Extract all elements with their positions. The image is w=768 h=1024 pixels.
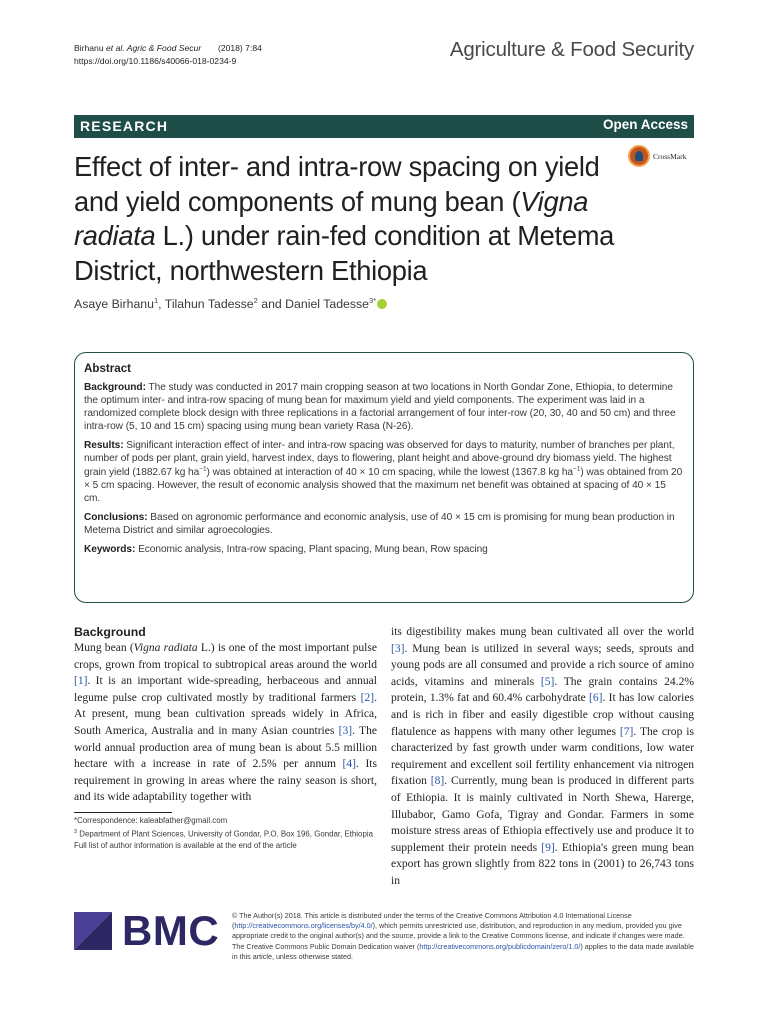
author-affiliation-sup: 1 <box>153 296 159 305</box>
abstract-background-text: The study was conducted in 2017 main cropping season at two locations in North Gondar Zone, Ethiopia, to determine the optimum inter- and intra-row spacing of mung bean for maximum yield and yield components. The experiment was laid in a randomized complete block design with three replications in a factorial arrangement of four inter-row (20, 30, 40 and 50 cm) and three intra-row (5, 10 and 15 cm) spacing using mung bean variety Rasa (N-26). <box>84 382 676 433</box>
body-column-left <box>74 624 377 806</box>
abstract-conclusions <box>84 511 683 537</box>
license-link[interactable]: http://creativecommons.org/publicdomain/zero/1.0/ <box>419 941 581 951</box>
bmc-logo-icon <box>74 912 112 950</box>
body-text: . At present, mung bean cultivation spreads widely in Africa, South America, Australia and in many Asian countries <box>74 691 377 737</box>
body-text: . Its requirement in growing in areas where the rainy season is short, and its wide adaptability together with <box>74 758 377 804</box>
cite-journal: et al. Agric & Food Secur <box>106 43 202 53</box>
doi-link[interactable]: https://doi.org/10.1186/s40066-018-0234-9 <box>74 56 237 66</box>
crossmark-icon <box>628 145 650 167</box>
crossmark-badge[interactable] <box>628 145 686 167</box>
citation-link[interactable]: [6] <box>589 692 603 705</box>
affiliation-line <box>74 827 374 840</box>
license-link[interactable]: http://creativecommons.org/licenses/by/4.0/ <box>234 921 373 931</box>
keywords-label: Keywords: <box>84 544 136 556</box>
journal-name: Agriculture & Food Security <box>449 38 694 61</box>
title-part-1: Effect of inter- and intra-row spacing on yield and yield components of mung bean ( <box>74 151 600 217</box>
citation-link[interactable]: [2] <box>360 691 375 704</box>
abstract-conclusions-label: Conclusions: <box>84 511 148 523</box>
title-species: Vigna radiata <box>74 185 589 251</box>
abstract-box <box>74 352 694 603</box>
unit-superscript: −1 <box>573 465 581 473</box>
citation-link[interactable]: [1] <box>74 675 88 688</box>
abstract-conclusions-text: Based on agronomic performance and economic analysis, use of 40 × 15 cm is promising for mung bean production in Metema District and similar agroecologies. <box>84 511 675 536</box>
article-type-rule <box>74 137 694 138</box>
license-text: © The Author(s) 2018. This article is distributed under the terms of the Creative Commons Attribution 4.0 International License ( <box>232 911 632 931</box>
abstract-results <box>84 439 683 504</box>
abstract-results-text: Significant interaction effect of inter- and intra-row spacing was observed for days to maturity, number of branches per plant, number of pods per plant, grain yield, harvest index, days to flowering, plant height and above-ground dry biomass yield. The highest grain yield (1882.67 kg ha <box>84 440 675 478</box>
body-text: . Currently, mung bean is produced in different parts of Ethiopia. It is mainly cultivated in North Shewa, Harerge, Illubabor, Gamo Gofa, Tigray and Gondar. Farmers in some moisture stress areas of Ethiopia effectively use and produce it to supplement their protein needs <box>391 775 694 854</box>
abstract-results-text: ) was obtained at interaction of 40 × 10 cm spacing, while the lowest (1367.8 kg ha <box>206 466 574 478</box>
affiliation-text: Department of Plant Sciences, University of Gondar, P.O. Box 196, Gondar, Ethiopia <box>77 829 373 839</box>
citation-link[interactable]: [3] <box>391 642 405 655</box>
body-text: . It has low calories and is rich in fiber and easily digestible crop without causing flatulence as happens with many other legumes <box>391 692 694 738</box>
species-name: Vigna radiata <box>133 642 198 654</box>
body-paragraph <box>391 624 694 890</box>
section-heading: Background <box>74 625 146 639</box>
citation-link[interactable]: [5] <box>540 675 555 688</box>
open-access-label: Open Access <box>602 117 688 132</box>
crossmark-label: CrossMark <box>653 151 687 161</box>
body-text: . It is an important wide-spreading, herbaceous and annual legume pulse crop cultivated mostly by traditional farmers <box>74 675 377 704</box>
publisher-logo <box>74 907 220 954</box>
author-affiliation-sup: 2 <box>253 296 258 305</box>
footnote-divider <box>74 812 172 813</box>
license-text: ), which permits unrestricted use, distribution, and reproduction in any medium, provided you give appropriate credit to the original author(s) and the source, provide a link to the Creative Commons license, and indicate if changes were made. The Creative Commons Public Domain Dedication waiver ( <box>232 921 685 951</box>
license-statement <box>232 911 694 962</box>
article-type-label: RESEARCH <box>80 118 169 134</box>
abstract-background-label: Background: <box>84 382 146 393</box>
body-text: Mung bean ( <box>74 642 134 654</box>
cite-author: Birhanu <box>74 43 107 53</box>
author-info-note: Full list of author information is available at the end of the article <box>74 841 297 851</box>
body-text: its digestibility makes mung bean cultivated all over the world <box>391 626 694 638</box>
article-title <box>74 150 634 288</box>
abstract-keywords <box>84 543 683 556</box>
abstract-heading: Abstract <box>84 362 132 375</box>
abstract-background <box>84 381 683 433</box>
body-text: . The world annual production area of mung bean is about 5.5 million hectare with a increase in rate of 2.5% per annum <box>74 724 377 771</box>
license-text: ) applies to the data made available in this article, unless otherwise stated. <box>232 941 694 961</box>
bmc-logo-text: BMC <box>122 907 220 954</box>
title-part-2: L.) under rain-fed condition at Metema District, northwestern Ethiopia <box>74 220 615 286</box>
body-text: . The crop is characterized by fast growth under warm conditions, low water requirement and excellent soil fertility enhancement via nitrogen fixation <box>391 725 694 788</box>
abstract-results-label: Results: <box>84 440 124 452</box>
citation-link[interactable]: [8] <box>430 775 445 788</box>
correspondence-line: *Correspondence: kaleabfather@gmail.com <box>74 816 228 825</box>
author-name: and Daniel Tadesse <box>257 297 370 312</box>
citation-link[interactable]: [4] <box>342 758 356 771</box>
body-text: L.) is one of the most important pulse crops, grown from tropical to subtropical areas around the world <box>74 642 377 671</box>
author-list <box>74 296 387 311</box>
footnote <box>74 815 374 852</box>
body-text: . Mung bean is utilized in several ways; seeds, sprouts and young pods are all consumed and provide a rich source of amino acids, vitamins and minerals <box>391 642 694 688</box>
keywords-text: Economic analysis, Intra-row spacing, Plant spacing, Mung bean, Row spacing <box>135 544 488 556</box>
body-text: . The grain contains 24.2% protein, 1.3% fat and 60.4% carbohydrate <box>391 675 694 705</box>
cite-year: (2018) 7:84 <box>217 43 262 53</box>
citation-header <box>74 42 262 68</box>
body-paragraph <box>74 640 377 806</box>
author-name: Asaye Birhanu <box>74 297 154 312</box>
author-name: , Tilahun Tadesse <box>158 297 254 312</box>
citation-link[interactable]: [3] <box>338 724 353 737</box>
unit-superscript: −1 <box>199 465 207 473</box>
citation-link[interactable]: [7] <box>619 725 634 738</box>
body-text: . Ethiopia's green mung bean export has grown slightly from 822 tons in (2001) to 26,743 tons in <box>391 841 694 887</box>
abstract-results-text: ) was obtained from 20 × 5 cm spacing. However, the result of economic analysis showed that the maximum net benefit was obtained at spacing of 40 × 15 cm. <box>84 466 683 504</box>
affiliation-sup: 3 <box>74 828 78 835</box>
orcid-icon[interactable] <box>377 299 387 309</box>
body-column-right <box>391 624 694 890</box>
author-affiliation-sup: 3* <box>369 296 377 305</box>
citation-link[interactable]: [9] <box>541 841 555 854</box>
